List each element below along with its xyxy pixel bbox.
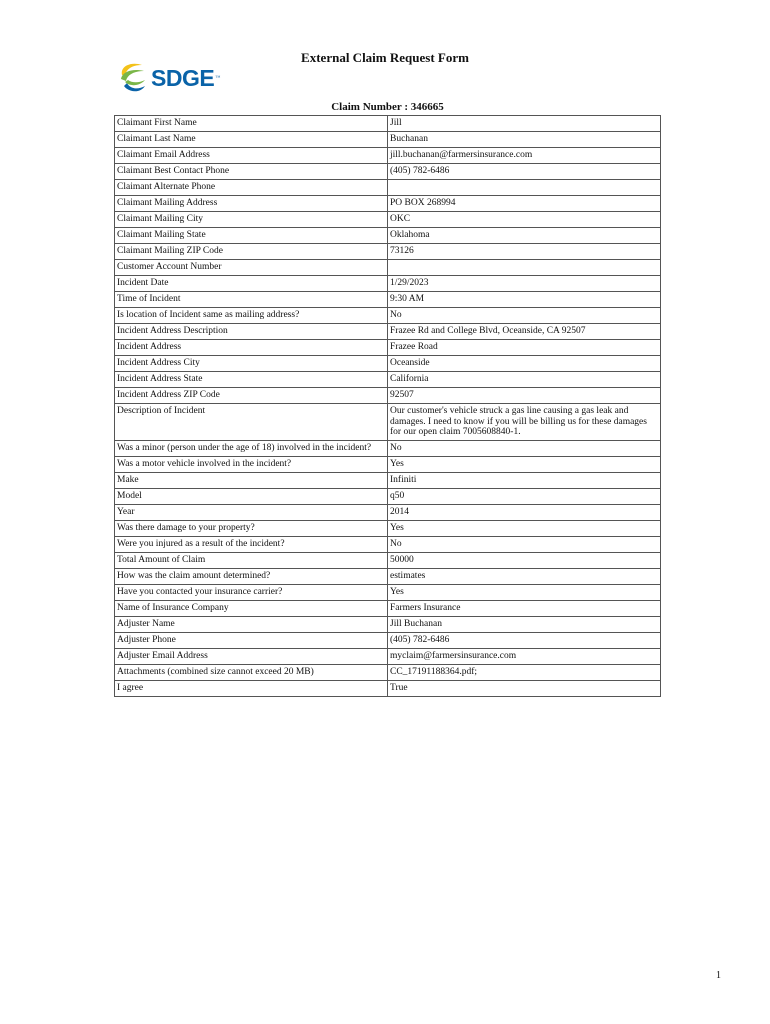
field-label: Adjuster Phone	[115, 632, 388, 648]
field-value: Frazee Rd and College Blvd, Oceanside, CA 92507	[388, 324, 661, 340]
table-row	[115, 324, 661, 340]
field-value	[388, 180, 661, 196]
field-value: No	[388, 536, 661, 552]
table-row	[115, 196, 661, 212]
field-value: Oklahoma	[388, 228, 661, 244]
field-label: Total Amount of Claim	[115, 552, 388, 568]
table-row	[115, 616, 661, 632]
table-row	[115, 276, 661, 292]
page-number: 1	[716, 970, 721, 981]
field-value: q50	[388, 488, 661, 504]
field-value: No	[388, 308, 661, 324]
table-row	[115, 388, 661, 404]
field-label: Was a minor (person under the age of 18) involved in the incident?	[115, 440, 388, 456]
field-value: No	[388, 440, 661, 456]
field-value: Our customer's vehicle struck a gas line causing a gas leak and damages. I need to know if you will be billing us for these damages for our open claim 7005608840-1.	[388, 404, 661, 441]
field-label: Incident Address City	[115, 356, 388, 372]
table-row	[115, 404, 661, 441]
claim-number-heading	[114, 101, 661, 113]
claim-number-label: Claim Number :	[331, 101, 409, 113]
field-value: 92507	[388, 388, 661, 404]
field-value: Buchanan	[388, 132, 661, 148]
field-value: Yes	[388, 456, 661, 472]
field-label: Time of Incident	[115, 292, 388, 308]
table-row	[115, 244, 661, 260]
table-row	[115, 584, 661, 600]
field-label: Claimant Alternate Phone	[115, 180, 388, 196]
table-row	[115, 456, 661, 472]
field-label: Claimant Mailing Address	[115, 196, 388, 212]
field-value: Yes	[388, 520, 661, 536]
field-value: 2014	[388, 504, 661, 520]
field-value: (405) 782-6486	[388, 632, 661, 648]
table-row	[115, 148, 661, 164]
field-label: Is location of Incident same as mailing address?	[115, 308, 388, 324]
table-row	[115, 212, 661, 228]
field-label: Incident Date	[115, 276, 388, 292]
field-value: 1/29/2023	[388, 276, 661, 292]
table-row	[115, 308, 661, 324]
table-row	[115, 664, 661, 680]
field-value: CC_17191188364.pdf;	[388, 664, 661, 680]
field-value: Infiniti	[388, 472, 661, 488]
table-row	[115, 504, 661, 520]
field-value: OKC	[388, 212, 661, 228]
field-label: Make	[115, 472, 388, 488]
table-row	[115, 164, 661, 180]
sdge-swoosh-icon	[118, 62, 148, 94]
field-label: Adjuster Name	[115, 616, 388, 632]
table-row	[115, 356, 661, 372]
field-label: Was a motor vehicle involved in the incident?	[115, 456, 388, 472]
field-value: Jill Buchanan	[388, 616, 661, 632]
field-value: Frazee Road	[388, 340, 661, 356]
field-value: True	[388, 680, 661, 696]
field-value: Farmers Insurance	[388, 600, 661, 616]
field-label: Claimant Mailing ZIP Code	[115, 244, 388, 260]
field-value	[388, 260, 661, 276]
field-value: jill.buchanan@farmersinsurance.com	[388, 148, 661, 164]
field-label: I agree	[115, 680, 388, 696]
field-value: estimates	[388, 568, 661, 584]
table-row	[115, 552, 661, 568]
table-row	[115, 132, 661, 148]
field-value: myclaim@farmersinsurance.com	[388, 648, 661, 664]
field-label: Claimant Mailing State	[115, 228, 388, 244]
table-row	[115, 648, 661, 664]
field-label: Customer Account Number	[115, 260, 388, 276]
field-value: 50000	[388, 552, 661, 568]
field-value: Oceanside	[388, 356, 661, 372]
field-label: Attachments (combined size cannot exceed 20 MB)	[115, 664, 388, 680]
table-row	[115, 116, 661, 132]
field-label: Incident Address	[115, 340, 388, 356]
table-row	[115, 228, 661, 244]
field-label: Claimant Best Contact Phone	[115, 164, 388, 180]
table-row	[115, 372, 661, 388]
table-row	[115, 440, 661, 456]
table-row	[115, 292, 661, 308]
table-row	[115, 488, 661, 504]
table-row	[115, 472, 661, 488]
field-label: Model	[115, 488, 388, 504]
field-label: Have you contacted your insurance carrier?	[115, 584, 388, 600]
field-value: 9:30 AM	[388, 292, 661, 308]
field-value: (405) 782-6486	[388, 164, 661, 180]
field-label: Was there damage to your property?	[115, 520, 388, 536]
field-label: Adjuster Email Address	[115, 648, 388, 664]
field-value: PO BOX 268994	[388, 196, 661, 212]
table-row	[115, 568, 661, 584]
field-label: Claimant Last Name	[115, 132, 388, 148]
table-row	[115, 632, 661, 648]
field-label: Claimant Mailing City	[115, 212, 388, 228]
field-label: Were you injured as a result of the incident?	[115, 536, 388, 552]
sdge-logo-text: SDGE	[151, 64, 215, 91]
field-label: How was the claim amount determined?	[115, 568, 388, 584]
table-row	[115, 536, 661, 552]
field-label: Incident Address State	[115, 372, 388, 388]
field-value: Jill	[388, 116, 661, 132]
table-row	[115, 260, 661, 276]
field-value: Yes	[388, 584, 661, 600]
table-row	[115, 520, 661, 536]
table-row	[115, 600, 661, 616]
field-label: Year	[115, 504, 388, 520]
claim-details-table	[114, 115, 661, 697]
table-row	[115, 180, 661, 196]
field-value: 73126	[388, 244, 661, 260]
field-label: Incident Address Description	[115, 324, 388, 340]
sdge-logo: SDGE ™	[118, 62, 220, 94]
claim-number-value: 346665	[410, 101, 444, 113]
field-label: Claimant First Name	[115, 116, 388, 132]
field-label: Description of Incident	[115, 404, 388, 441]
field-label: Incident Address ZIP Code	[115, 388, 388, 404]
table-row	[115, 680, 661, 696]
field-label: Claimant Email Address	[115, 148, 388, 164]
table-row	[115, 340, 661, 356]
field-value: California	[388, 372, 661, 388]
field-label: Name of Insurance Company	[115, 600, 388, 616]
form-title: External Claim Request Form	[301, 50, 469, 65]
